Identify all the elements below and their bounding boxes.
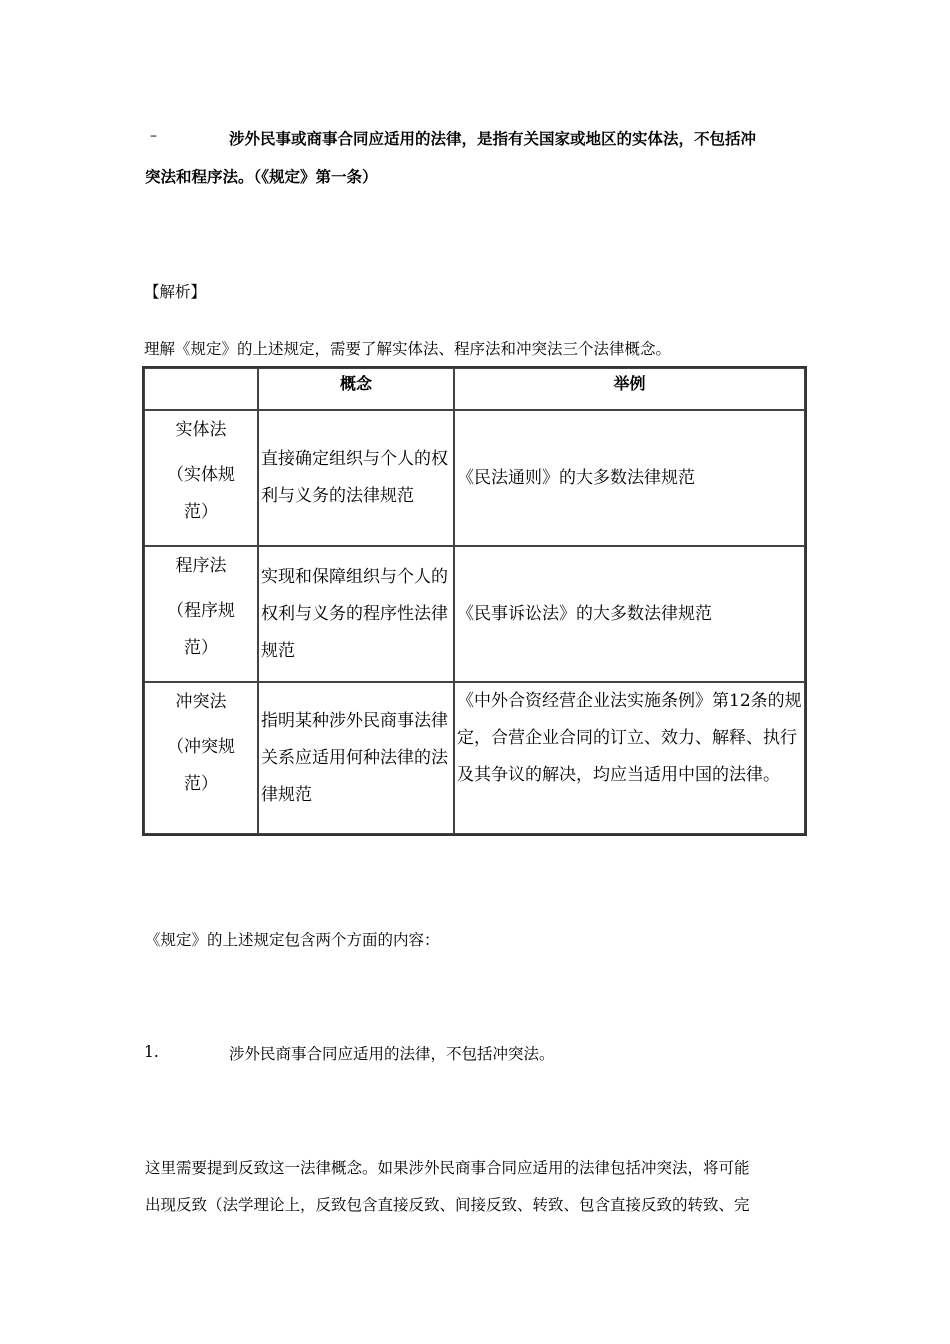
concept-cell: 指明某种涉外民商事法律关系应适用何种法律的法律规范 — [258, 682, 454, 834]
paragraph-two-aspects: 《规定》的上述规定包含两个方面的内容： — [145, 931, 440, 949]
row-label-cell — [144, 546, 258, 682]
header-cell-example: 举例 — [454, 368, 805, 410]
analysis-intro: 理解《规定》的上述规定，需要了解实体法、程序法和冲突法三个法律概念。 — [144, 340, 672, 358]
list-item-number: 1. — [144, 1043, 159, 1061]
list-item-text: 涉外民商事合同应适用的法律，不包括冲突法。 — [229, 1045, 555, 1063]
example-cell: 《民法通则》的大多数法律规范 — [454, 410, 805, 546]
article-line-1: 涉外民事或商事合同应适用的法律，是指有关国家或地区的实体法，不包括冲 — [229, 130, 757, 148]
row-name: 冲突法 — [175, 692, 227, 712]
row-name: 程序法 — [175, 556, 227, 576]
table-row — [144, 546, 805, 682]
concept-cell: 实现和保障组织与个人的权利与义务的程序性法律规范 — [258, 546, 454, 682]
row-label-cell — [144, 682, 258, 834]
row-label-cell — [144, 410, 258, 546]
table-row — [144, 410, 805, 546]
analysis-heading: 【解析】 — [144, 283, 207, 301]
header-cell-empty — [144, 368, 258, 410]
example-cell: 《中外合资经营企业法实施条例》第12条的规定，合营企业合同的订立、效力、解释、执行及其争议的解决，均应当适用中国的法律。 — [454, 682, 805, 834]
paragraph-renvoi-line-1: 这里需要提到反致这一法律概念。如果涉外民商事合同应适用的法律包括冲突法，将可能 — [145, 1159, 750, 1177]
article-line-2: 突法和程序法。（《规定》第一条） — [145, 168, 378, 186]
law-concept-table — [142, 366, 807, 836]
concept-cell: 直接确定组织与个人的权利与义务的法律规范 — [258, 410, 454, 546]
table-header-row — [144, 368, 805, 410]
list-bullet: – — [150, 128, 157, 144]
table-row — [144, 682, 805, 834]
row-subname: （实体规范） — [167, 465, 235, 522]
example-cell: 《民事诉讼法》的大多数法律规范 — [454, 546, 805, 682]
paragraph-renvoi-line-2: 出现反致（法学理论上，反致包含直接反致、间接反致、转致、包含直接反致的转致、完 — [145, 1196, 750, 1214]
row-name: 实体法 — [175, 420, 227, 440]
header-cell-concept: 概念 — [258, 368, 454, 410]
row-subname: （程序规范） — [167, 601, 235, 658]
row-subname: （冲突规范） — [167, 737, 235, 794]
